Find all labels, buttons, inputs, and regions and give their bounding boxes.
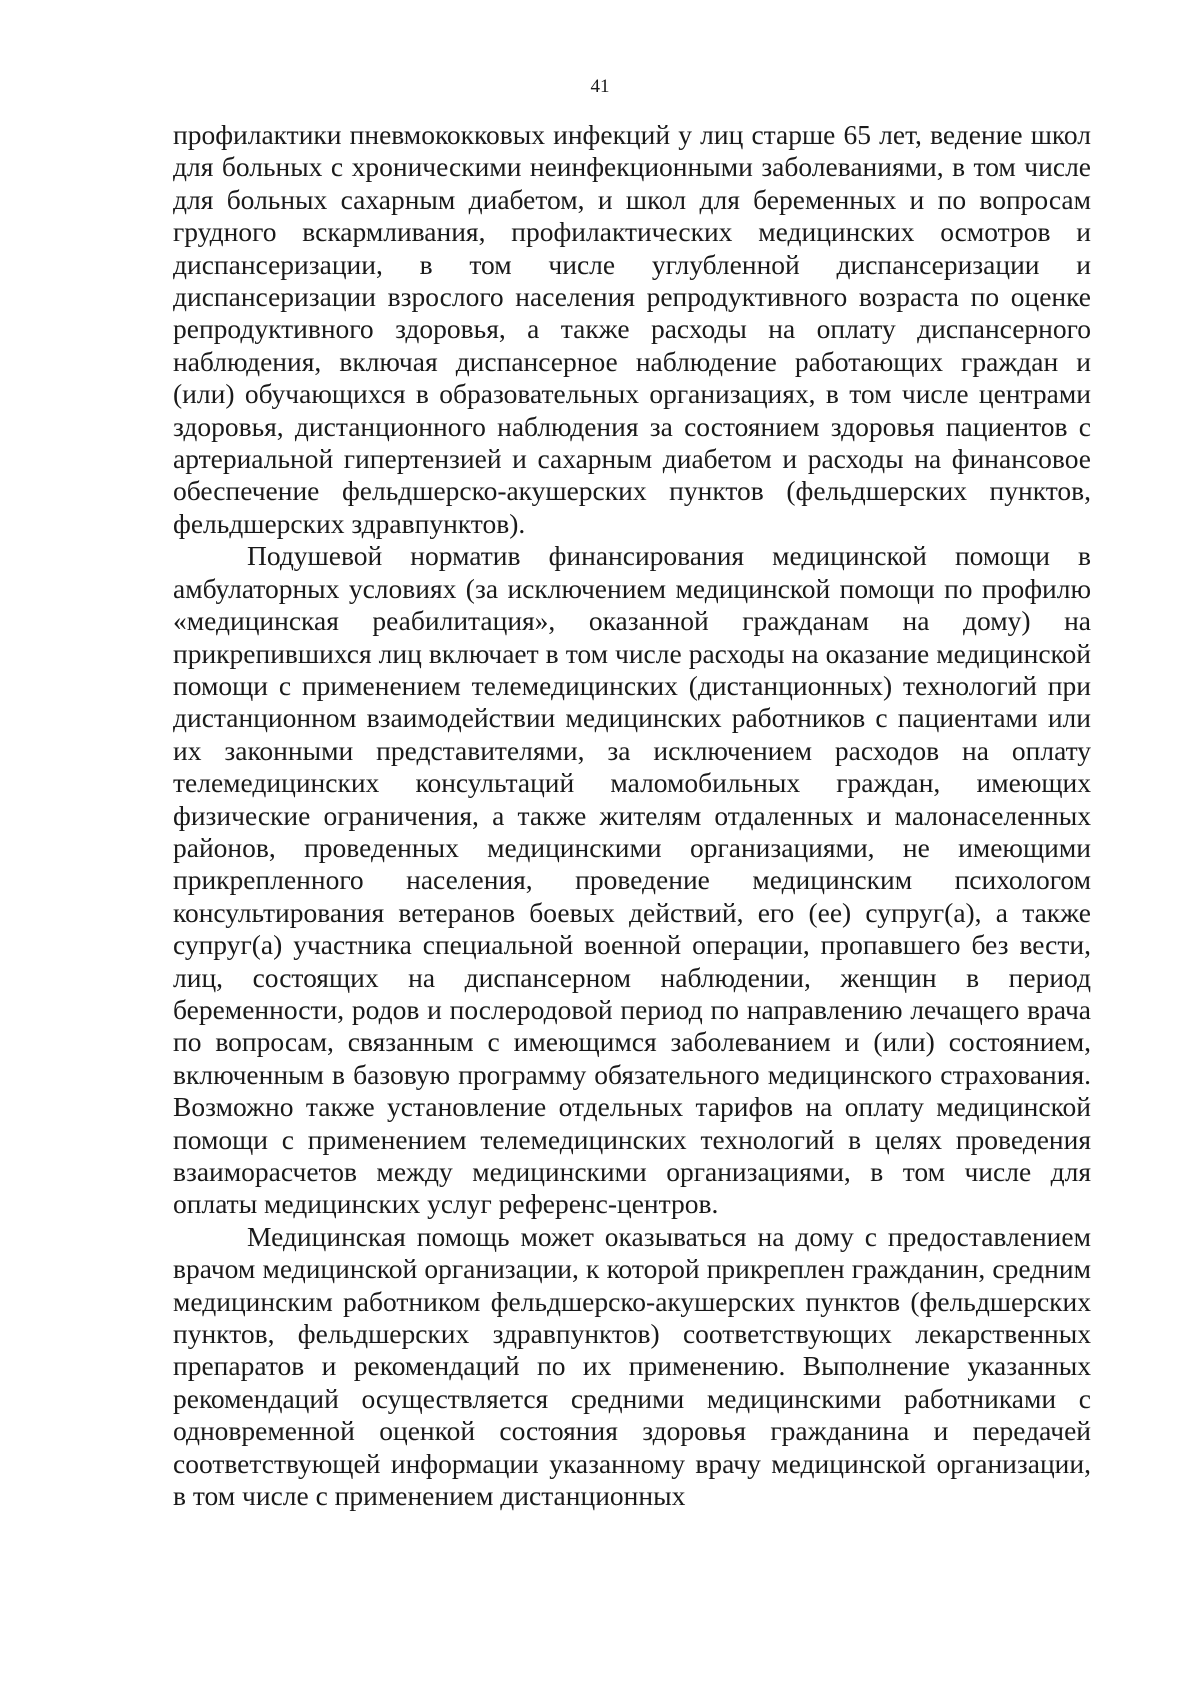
paragraph-home-care: Медицинская помощь может оказываться на дому с предоставлением врачом медицинской организации, к которой прикреплен гражданин, средним медицинским работником фельдшерско-акушерских пунктов (фельдшерских пунктов, фельдшерских здравпунктов) соответствующих лекарственных препаратов и рекомендаций по их применению. Выполнение указанных рекомендаций осуществляется средними медицинскими работниками с одновременной оценкой состояния здоровья гражданина и передачей соответствующей информации указанному врачу медицинской организации, в том числе с применением дистанционных: [173, 1220, 1091, 1512]
paragraph-per-capita-standard: Подушевой норматив финансирования медицинской помощи в амбулаторных условиях (за исключением медицинской помощи по профилю «медицинская реабилитация», оказанной гражданам на дому) на прикрепившихся лиц включает в том числе расходы на оказание медицинской помощи с применением телемедицинских (дистанционных) технологий при дистанционном взаимодействии медицинских работников с пациентами или их законными представителями, за исключением расходов на оплату телемедицинских консультаций маломобильных граждан, имеющих физические ограничения, а также жителям отдаленных и малонаселенных районов, проведенных медицинскими организациями, не имеющими прикрепленного населения, проведение медицинским психологом консультирования ветеранов боевых действий, его (ее) супруг(а), а также супруг(а) участника специальной военной операции, пропавшего без вести, лиц, состоящих на диспансерном наблюдении, женщин в период беременности, родов и послеродовой период по направлению лечащего врача по вопросам, связанным с имеющимся заболеванием и (или) состоянием, включенным в базовую программу обязательного медицинского страхования. Возможно также установление отдельных тарифов на оплату медицинской помощи с применением телемедицинских технологий в целях проведения взаиморасчетов между медицинскими организациями, в том числе для оплаты медицинских услуг референс-центров.: [173, 540, 1091, 1220]
document-body: [173, 119, 1091, 1512]
paragraph-continuation: профилактики пневмококковых инфекций у лиц старше 65 лет, ведение школ для больных с хроническими неинфекционными заболеваниями, в том числе для больных сахарным диабетом, и школ для беременных и по вопросам грудного вскармливания, профилактических медицинских осмотров и диспансеризации, в том числе углубленной диспансеризации и диспансеризации взрослого населения репродуктивного возраста по оценке репродуктивного здоровья, а также расходы на оплату диспансерного наблюдения, включая диспансерное наблюдение работающих граждан и (или) обучающихся в образовательных организациях, в том числе центрами здоровья, дистанционного наблюдения за состоянием здоровья пациентов с артериальной гипертензией и сахарным диабетом и расходы на финансовое обеспечение фельдшерско-акушерских пунктов (фельдшерских пунктов, фельдшерских здравпунктов).: [173, 119, 1091, 539]
page-number: 41: [590, 76, 610, 97]
